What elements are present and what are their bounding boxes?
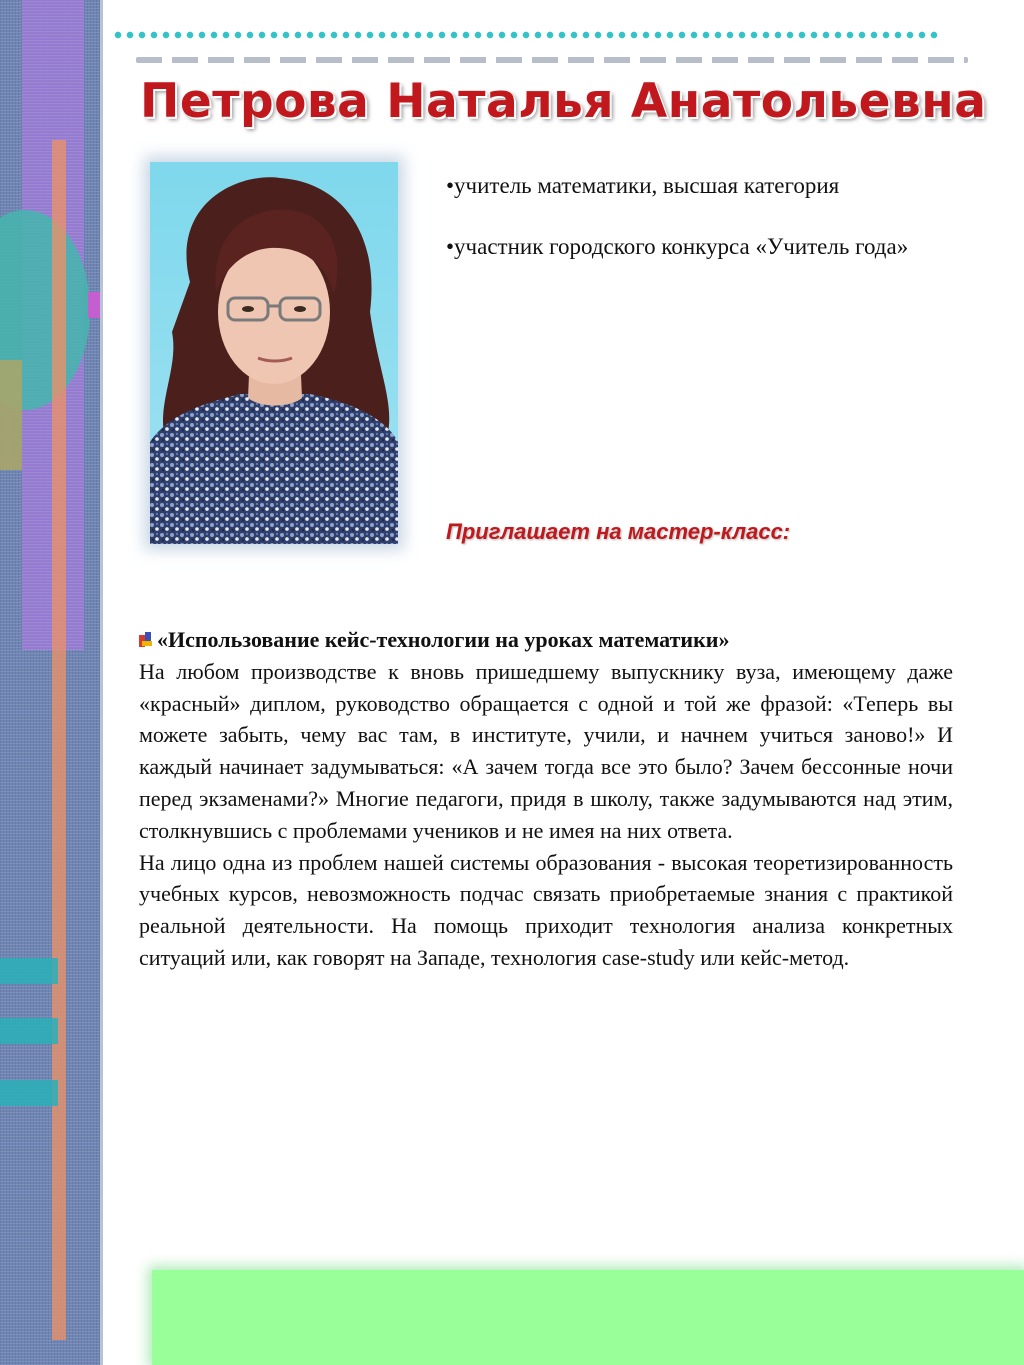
bullet-flag-icon (139, 632, 153, 648)
strip-teal-bar (0, 958, 58, 984)
article-paragraph: На лицо одна из проблем нашей системы образования - высокая теоретизированность учебных курсов, невозможность подчас связать приобретаемые знания с практикой реальной деятельности. На помощь приходит технология анализа конкретных ситуаций или, как говорят на Западе, технология case-study или кейс-метод. (139, 849, 953, 970)
article-body (139, 624, 953, 974)
strip-olive-block (0, 360, 22, 470)
strip-edge-line (100, 0, 103, 1365)
credential-item: •учитель математики, высшая категория (446, 173, 840, 198)
strip-teal-bar (0, 1018, 58, 1044)
strip-teal-bar (0, 1080, 58, 1106)
page-title: Петрова Наталья Анатольевна (140, 74, 987, 129)
credential-item: •участник городского конкурса «Учитель года» (446, 234, 909, 259)
decorative-dot-line (112, 30, 942, 40)
strip-orange-line (52, 140, 66, 1340)
masterclass-topic-text: «Использование кейс-технологии на уроках математики» (157, 627, 730, 652)
footer-green-bar (152, 1270, 1024, 1365)
article-paragraph: На любом производстве к вновь пришедшему выпускнику вуза, имеющему даже «красный» диплом, руководство обращается с одной и той же фразой: «Теперь вы можете забыть, чему вас там, в институте, учили, и начнем учиться заново!» И каждый начинает задумываться: «А зачем тогда все это было? Зачем бессонные ночи перед экзаменами?» Многие педагоги, придя в школу, также задумываются над этим, столкнувшись с проблемами учеников и не имея на них ответа. (139, 658, 953, 843)
decorative-side-strip (0, 0, 100, 1365)
masterclass-topic (139, 624, 953, 656)
invite-heading: Приглашает на мастер-класс: (446, 519, 791, 544)
credentials-list (446, 170, 966, 292)
decorative-dash-line (136, 57, 968, 63)
portrait-photo (150, 162, 398, 544)
